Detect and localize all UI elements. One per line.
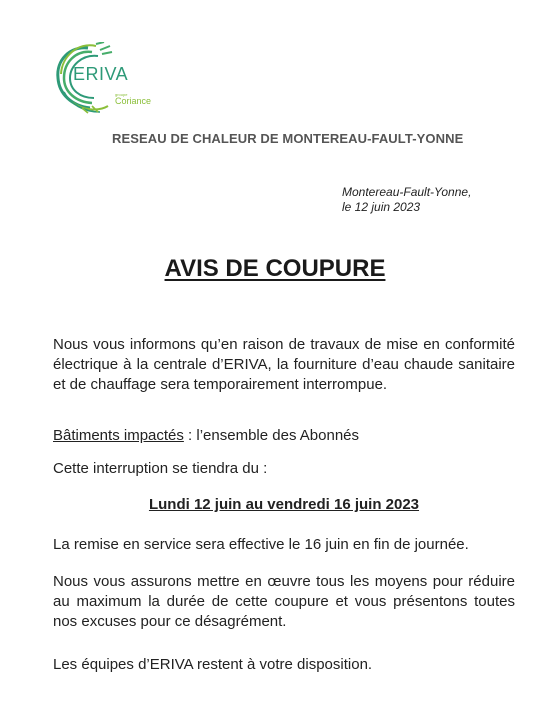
buildings-label: Bâtiments impactés [53, 427, 184, 444]
dates-text: Lundi 12 juin au vendredi 16 juin 2023 [148, 496, 420, 513]
logo-name: ERIVA [73, 64, 129, 84]
intro-paragraph: Nous vous informons qu’en raison de travaux de mise en conformité électrique à la centrale d’ERIVA, la fourniture d’eau chaude sanitaire et de chauffage sera temporairement interrompue. [53, 336, 515, 393]
page-title-text: AVIS DE COUPURE [164, 255, 386, 282]
buildings-paragraph [53, 426, 515, 446]
dates-paragraph [53, 495, 515, 515]
assurance-paragraph: Nous vous assurons mettre en œuvre tous les moyens pour réduire au maximum la durée de cette coupure et vous présentons toutes nos excuses pour ce désagrément. [53, 573, 515, 630]
eriva-logo [52, 42, 172, 114]
restore-paragraph: La remise en service sera effective le 16 juin en fin de journée. [53, 536, 469, 553]
header-title: RESEAU DE CHALEUR DE MONTEREAU-FAULT-YONNE [112, 131, 464, 146]
teams-paragraph: Les équipes d’ERIVA restent à votre disposition. [53, 656, 373, 673]
place-line: Montereau-Fault-Yonne, [342, 185, 472, 199]
date-line: le 12 juin 2023 [342, 200, 421, 214]
logo-parent: Coriance [115, 96, 152, 106]
place-date [342, 185, 471, 215]
buildings-value: : l’ensemble des Abonnés [183, 427, 360, 444]
page-title [0, 255, 550, 283]
interruption-paragraph: Cette interruption se tiendra du : [53, 460, 268, 477]
logo-group-prefix: groupe [115, 92, 128, 97]
